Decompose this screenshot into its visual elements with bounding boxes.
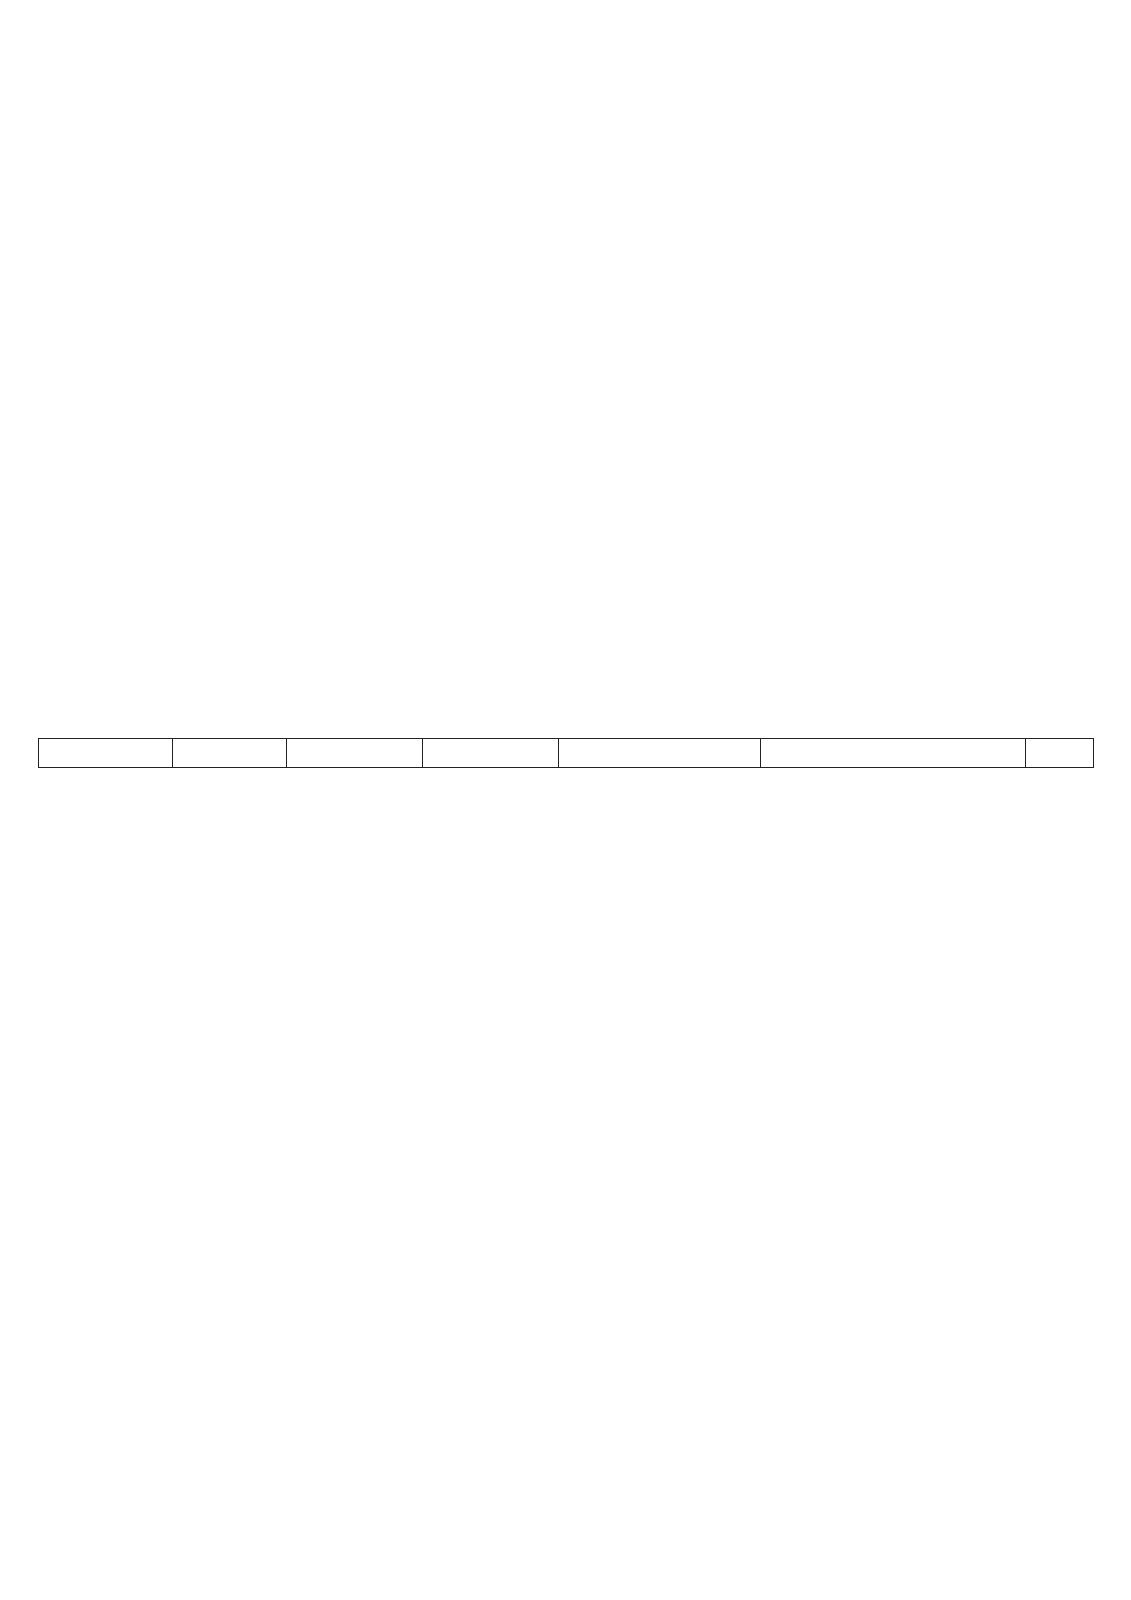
header-actual-emission	[761, 739, 1026, 768]
header-outlet-type	[39, 739, 173, 768]
header-outlet-name	[422, 739, 558, 768]
header-discharge-method	[173, 739, 287, 768]
table-header-row	[39, 739, 1094, 768]
header-remarks	[1026, 739, 1094, 768]
header-outlet-code	[286, 739, 422, 768]
header-pollutant	[558, 739, 761, 768]
wastewater-emission-table	[38, 738, 1094, 768]
